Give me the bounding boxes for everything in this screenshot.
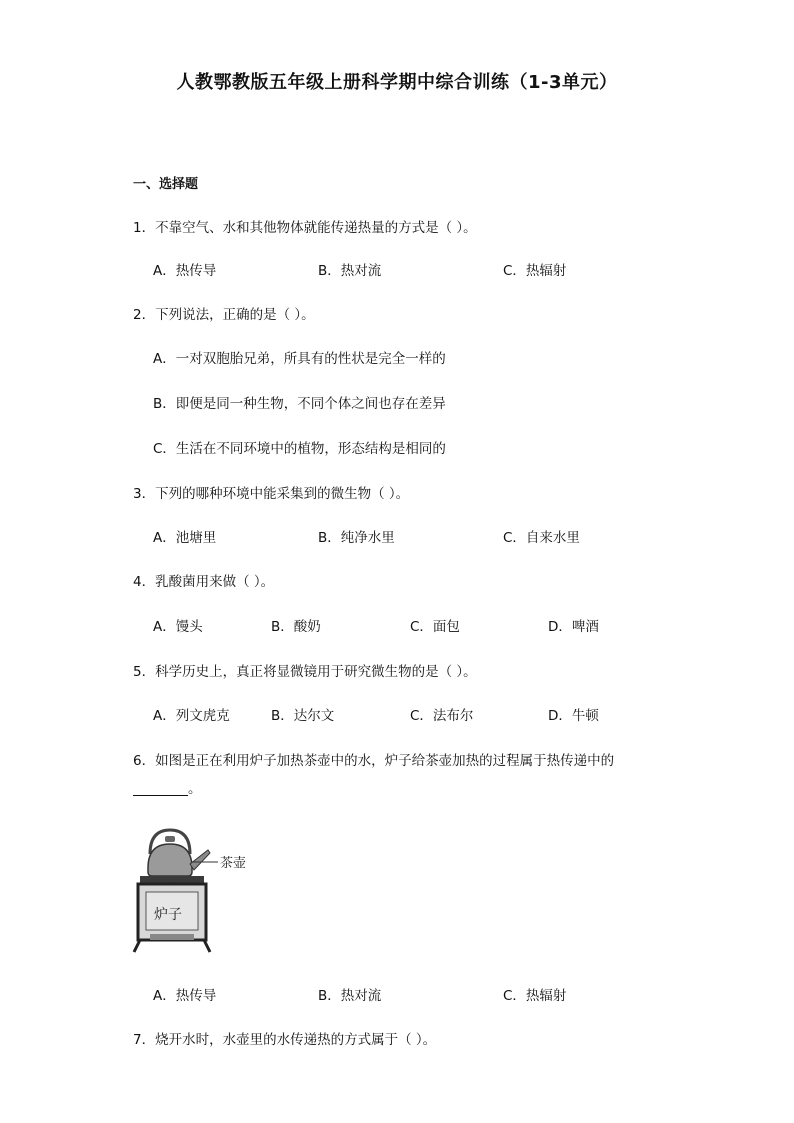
question-3-option-b: B．纯净水里 [318, 530, 395, 546]
question-1-stem: 1．不靠空气、水和其他物体就能传递热量的方式是（ ）。 [133, 220, 477, 236]
question-5-option-b: B．达尔文 [271, 708, 335, 724]
question-4-option-d: D．啤酒 [548, 619, 599, 635]
kettle-on-stove-figure [128, 822, 258, 957]
question-5-option-c: C．法布尔 [410, 708, 474, 724]
section-heading: 一、选择题 [133, 177, 199, 192]
question-3-stem: 3．下列的哪种环境中能采集到的微生物（ ）。 [133, 486, 410, 502]
question-1-option-b: B．热对流 [318, 263, 382, 279]
question-5-option-a: A．列文虎克 [153, 708, 230, 724]
question-1-option-c: C．热辐射 [503, 263, 567, 279]
kettle-label: 茶壶 [220, 856, 247, 871]
question-3-option-c: C．自来水里 [503, 530, 580, 546]
question-1-option-a: A．热传导 [153, 263, 217, 279]
question-2-stem: 2．下列说法，正确的是（ ）。 [133, 307, 315, 323]
question-6-option-b: B．热对流 [318, 988, 382, 1004]
question-4-option-c: C．面包 [410, 619, 460, 635]
stove-label: 炉子 [154, 907, 182, 923]
question-7-stem: 7．烧开水时，水壶里的水传递热的方式属于（ ）。 [133, 1032, 437, 1048]
question-4-stem: 4．乳酸菌用来做（ ）。 [133, 574, 275, 590]
question-2-option-b: B．即便是同一种生物，不同个体之间也存在差异 [153, 396, 446, 412]
answer-blank [133, 794, 188, 796]
question-6-stem: 6．如图是正在利用炉子加热茶壶中的水，炉子给茶壶加热的过程属于热传递中的 [133, 753, 615, 769]
question-2-option-a: A．一对双胞胎兄弟，所具有的性状是完全一样的 [153, 351, 446, 367]
question-6-option-a: A．热传导 [153, 988, 217, 1004]
question-5-option-d: D．牛顿 [548, 708, 599, 724]
question-6-option-c: C．热辐射 [503, 988, 567, 1004]
question-5-stem: 5．科学历史上，真正将显微镜用于研究微生物的是（ ）。 [133, 664, 477, 680]
question-4-option-a: A．馒头 [153, 619, 203, 635]
question-6-tail: 。 [188, 781, 202, 797]
page-title: 人教鄂教版五年级上册科学期中综合训练（1-3单元） [176, 72, 618, 93]
question-4-option-b: B．酸奶 [271, 619, 321, 635]
question-2-option-c: C．生活在不同环境中的植物，形态结构是相同的 [153, 441, 446, 457]
question-3-option-a: A．池塘里 [153, 530, 217, 546]
